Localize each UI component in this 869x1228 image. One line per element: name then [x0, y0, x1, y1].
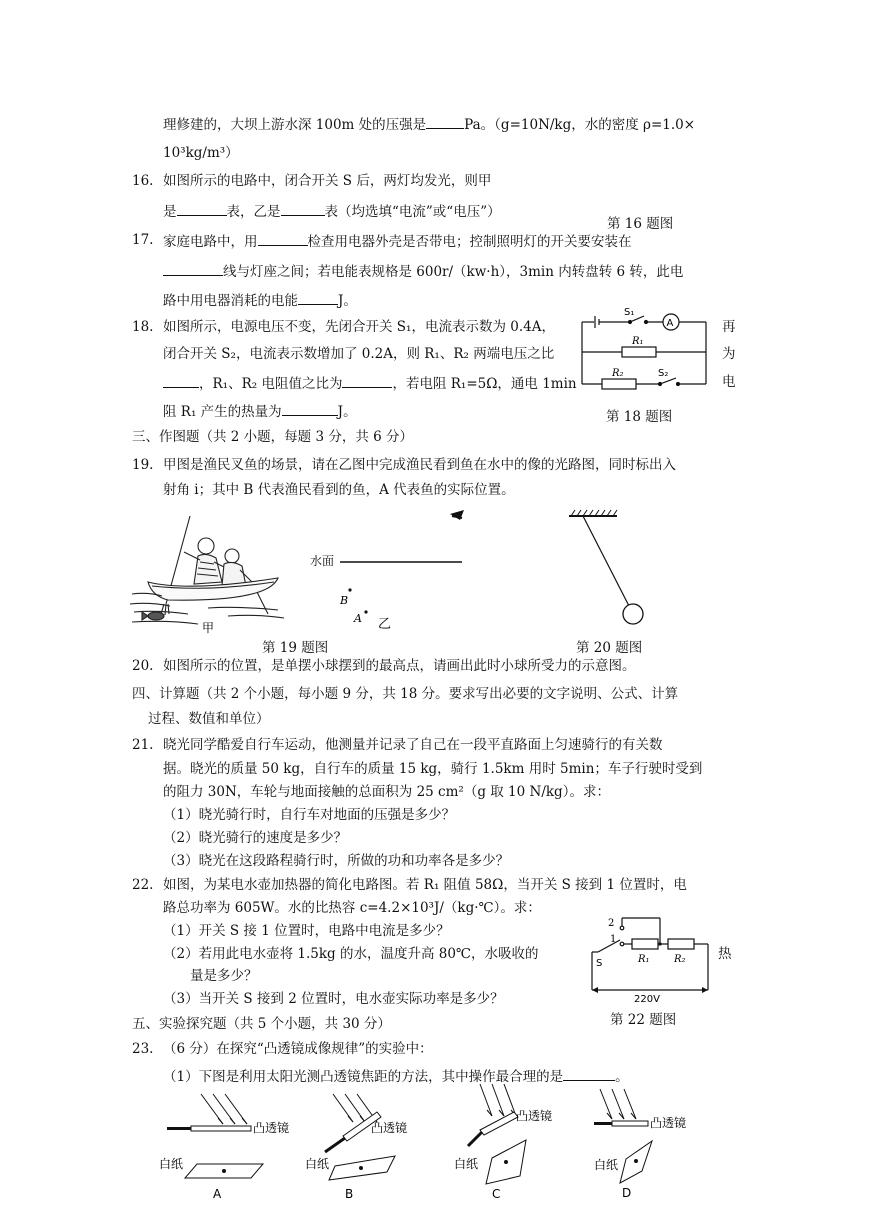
q20-number: 20. — [132, 658, 154, 674]
paper-label: 白纸 — [594, 1158, 619, 1172]
q23-line1: （6 分）在探究“凸透镜成像规律”的实验中： — [163, 1041, 433, 1057]
paper-label: 白纸 — [159, 1157, 184, 1171]
q22-line1: 如图，为某电水壶加热器的简化电路图。若 R₁ 阻值 58Ω，当开关 S 接到 1 位置时，电 — [163, 877, 687, 893]
q16-line2: 是 表，乙是 表（均选填“电流”或“电压”） — [163, 201, 501, 221]
lens-label: 凸透镜 — [253, 1121, 290, 1135]
q18-line3-tail: 电 — [722, 374, 736, 390]
label-yi: 乙 — [378, 617, 392, 632]
paper-label: 白纸 — [305, 1157, 330, 1171]
lens-label: 凸透镜 — [516, 1109, 553, 1123]
q19-caption: 第 19 题图 — [262, 640, 329, 656]
r1-label: R₁ — [632, 336, 644, 347]
answer-blank[interactable] — [298, 290, 338, 305]
q21-line1: 晓光同学酷爱自行车运动，他测量并记录了自己在一段平直路面上匀速骑行的有关数 — [163, 737, 663, 753]
terminal-1-label: 1 — [610, 934, 617, 945]
option-label: D — [622, 1186, 632, 1200]
q15-line2: 10³kg/m³） — [163, 145, 239, 161]
q21-number: 21. — [132, 737, 154, 753]
q18-number: 18. — [132, 319, 154, 335]
q17-line2: 线与灯座之间；若电能表规格是 600r/（kw·h），3min 内转盘转 6 转，此电 — [163, 261, 683, 281]
q18-line2-tail: 为 — [722, 346, 736, 362]
water-surface-label: 水面 — [310, 554, 335, 568]
q18-line2: 闭合开关 S₂，电流表示数增加了 0.2A，则 R₁、R₂ 两端电压之比 — [163, 346, 555, 362]
answer-blank[interactable] — [281, 201, 325, 216]
option-label: C — [492, 1187, 501, 1201]
switch-s-label: S — [596, 958, 603, 969]
lens-label: 凸透镜 — [650, 1116, 687, 1130]
r1-label: R₁ — [638, 954, 650, 965]
voltage-label: 220V — [634, 994, 660, 1005]
section-5-title: 五、实验探究题（共 5 个小题，共 30 分） — [132, 1016, 391, 1032]
option-label: B — [345, 1187, 354, 1201]
q17-line3: 路中用电器消耗的电能 J。 — [163, 290, 357, 310]
s2-label: S₂ — [658, 368, 669, 379]
q23-number: 23. — [132, 1041, 154, 1057]
q21-sub2: （2）晓光骑行的速度是多少？ — [163, 830, 348, 846]
answer-blank[interactable] — [282, 401, 338, 416]
q18-line3: ，R₁、R₂ 电阻值之比为 ，若电阻 R₁=5Ω，通电 1min — [163, 373, 577, 393]
r2-label: R₂ — [674, 954, 686, 965]
q21-sub3: （3）晓光在这段路程骑行时，所做的功和功率各是多少？ — [163, 853, 510, 869]
option-label: A — [213, 1187, 222, 1201]
lens-label: 凸透镜 — [371, 1121, 408, 1135]
section-4-title-cont: 过程、数值和单位） — [148, 711, 270, 727]
point-a — [364, 610, 367, 613]
terminal-2-label: 2 — [608, 918, 615, 929]
option-a-diagram — [155, 1090, 290, 1202]
option-d-diagram — [590, 1085, 720, 1202]
q22-sub2-tail: 热 — [718, 946, 732, 962]
s1-label: S₁ — [624, 307, 635, 318]
eye-icon — [450, 510, 464, 520]
answer-blank[interactable] — [258, 231, 308, 246]
answer-blank[interactable] — [163, 373, 199, 388]
q20-caption: 第 20 题图 — [576, 640, 643, 656]
option-c-diagram — [440, 1080, 570, 1202]
label-a: A — [354, 612, 362, 625]
q20-line1: 如图所示的位置，是单摆小球摆到的最高点，请画出此时小球所受力的示意图。 — [163, 658, 636, 674]
q15-line1: 理修建的，大坝上游水深 100m 处的压强是 Pa。（g=10N/kg，水的密度 ρ=1.0× — [163, 114, 695, 134]
q17-line1: 家庭电路中，用 检查用电器外壳是否带电；控制照明灯的开关要安装在 — [163, 231, 632, 251]
paper-label: 白纸 — [454, 1157, 479, 1171]
q23-sub1: （1）下图是利用太阳光测凸透镜焦距的方法，其中操作最合理的是 。 — [163, 1066, 629, 1086]
q22-number: 22. — [132, 877, 154, 893]
q21-line2: 据。晓光的质量 50 kg，自行车的质量 15 kg，骑行 1.5km 用时 5min；车子行驶时受到 — [163, 761, 703, 777]
q22-line2: 路总功率为 605W。水的比热容 c=4.2×10³J/（kg·℃）。求： — [163, 900, 541, 916]
pendulum-diagram — [565, 510, 655, 630]
answer-blank[interactable] — [177, 201, 227, 216]
q22-sub2-cont: 量是多少？ — [190, 968, 258, 984]
q21-line3: 的阻力 30N，车轮与地面接触的总面积为 25 cm²（g 取 10 N/kg）。求： — [163, 784, 610, 800]
q22-caption: 第 22 题图 — [610, 1012, 677, 1028]
section-4-title: 四、计算题（共 2 个小题，每小题 9 分，共 18 分。要求写出必要的文字说明、公式、计算 — [132, 686, 679, 702]
pendulum-ball — [623, 604, 643, 624]
answer-blank[interactable] — [163, 261, 223, 276]
option-b-diagram — [295, 1090, 425, 1202]
answer-blank[interactable] — [426, 114, 464, 129]
label-jia: 甲 — [202, 621, 215, 635]
q18-line1: 如图所示，电源电压不变，先闭合开关 S₁，电流表示数为 0.4A， — [163, 319, 555, 335]
q16-number: 16. — [132, 173, 154, 189]
r2-label: R₂ — [612, 368, 624, 379]
q19-line2: 射角 i；其中 B 代表渔民看到的鱼，A 代表鱼的实际位置。 — [163, 482, 515, 498]
q18-line4: 阻 R₁ 产生的热量为 J。 — [163, 401, 357, 421]
q22-sub3: （3）当开关 S 接到 2 位置时，电水壶实际功率是多少？ — [163, 991, 504, 1007]
ammeter-label: A — [666, 318, 674, 329]
q21-sub1: （1）晓光骑行时，自行车对地面的压强是多少？ — [163, 807, 456, 823]
q19-line1: 甲图是渔民叉鱼的场景，请在乙图中完成渔民看到鱼在水中的像的光路图，同时标出入 — [163, 457, 676, 473]
section-3-title: 三、作图题（共 2 小题，每题 3 分，共 6 分） — [132, 429, 414, 445]
label-b: B — [340, 594, 349, 607]
q22-sub2: （2）若用此电水壶将 1.5kg 的水，温度升高 80℃，水吸收的 — [163, 946, 539, 962]
point-b — [348, 588, 351, 591]
fishing-scene-illustration — [128, 512, 290, 635]
q16-caption: 第 16 题图 — [607, 216, 674, 232]
q18-circuit-diagram — [580, 306, 710, 396]
q18-line1-tail: 再 — [722, 319, 736, 335]
answer-blank[interactable] — [563, 1066, 615, 1081]
q16-line1: 如图所示的电路中，闭合开关 S 后，两灯均发光，则甲 — [163, 173, 492, 189]
q22-sub1: （1）开关 S 接 1 位置时，电路中电流是多少？ — [163, 923, 450, 939]
light-path-diagram — [340, 504, 480, 634]
q22-circuit-diagram — [588, 912, 712, 1005]
q17-number: 17. — [132, 232, 154, 248]
answer-blank[interactable] — [342, 373, 392, 388]
pendulum-string — [583, 516, 629, 606]
q18-caption: 第 18 题图 — [606, 409, 673, 425]
q19-number: 19. — [132, 457, 154, 473]
